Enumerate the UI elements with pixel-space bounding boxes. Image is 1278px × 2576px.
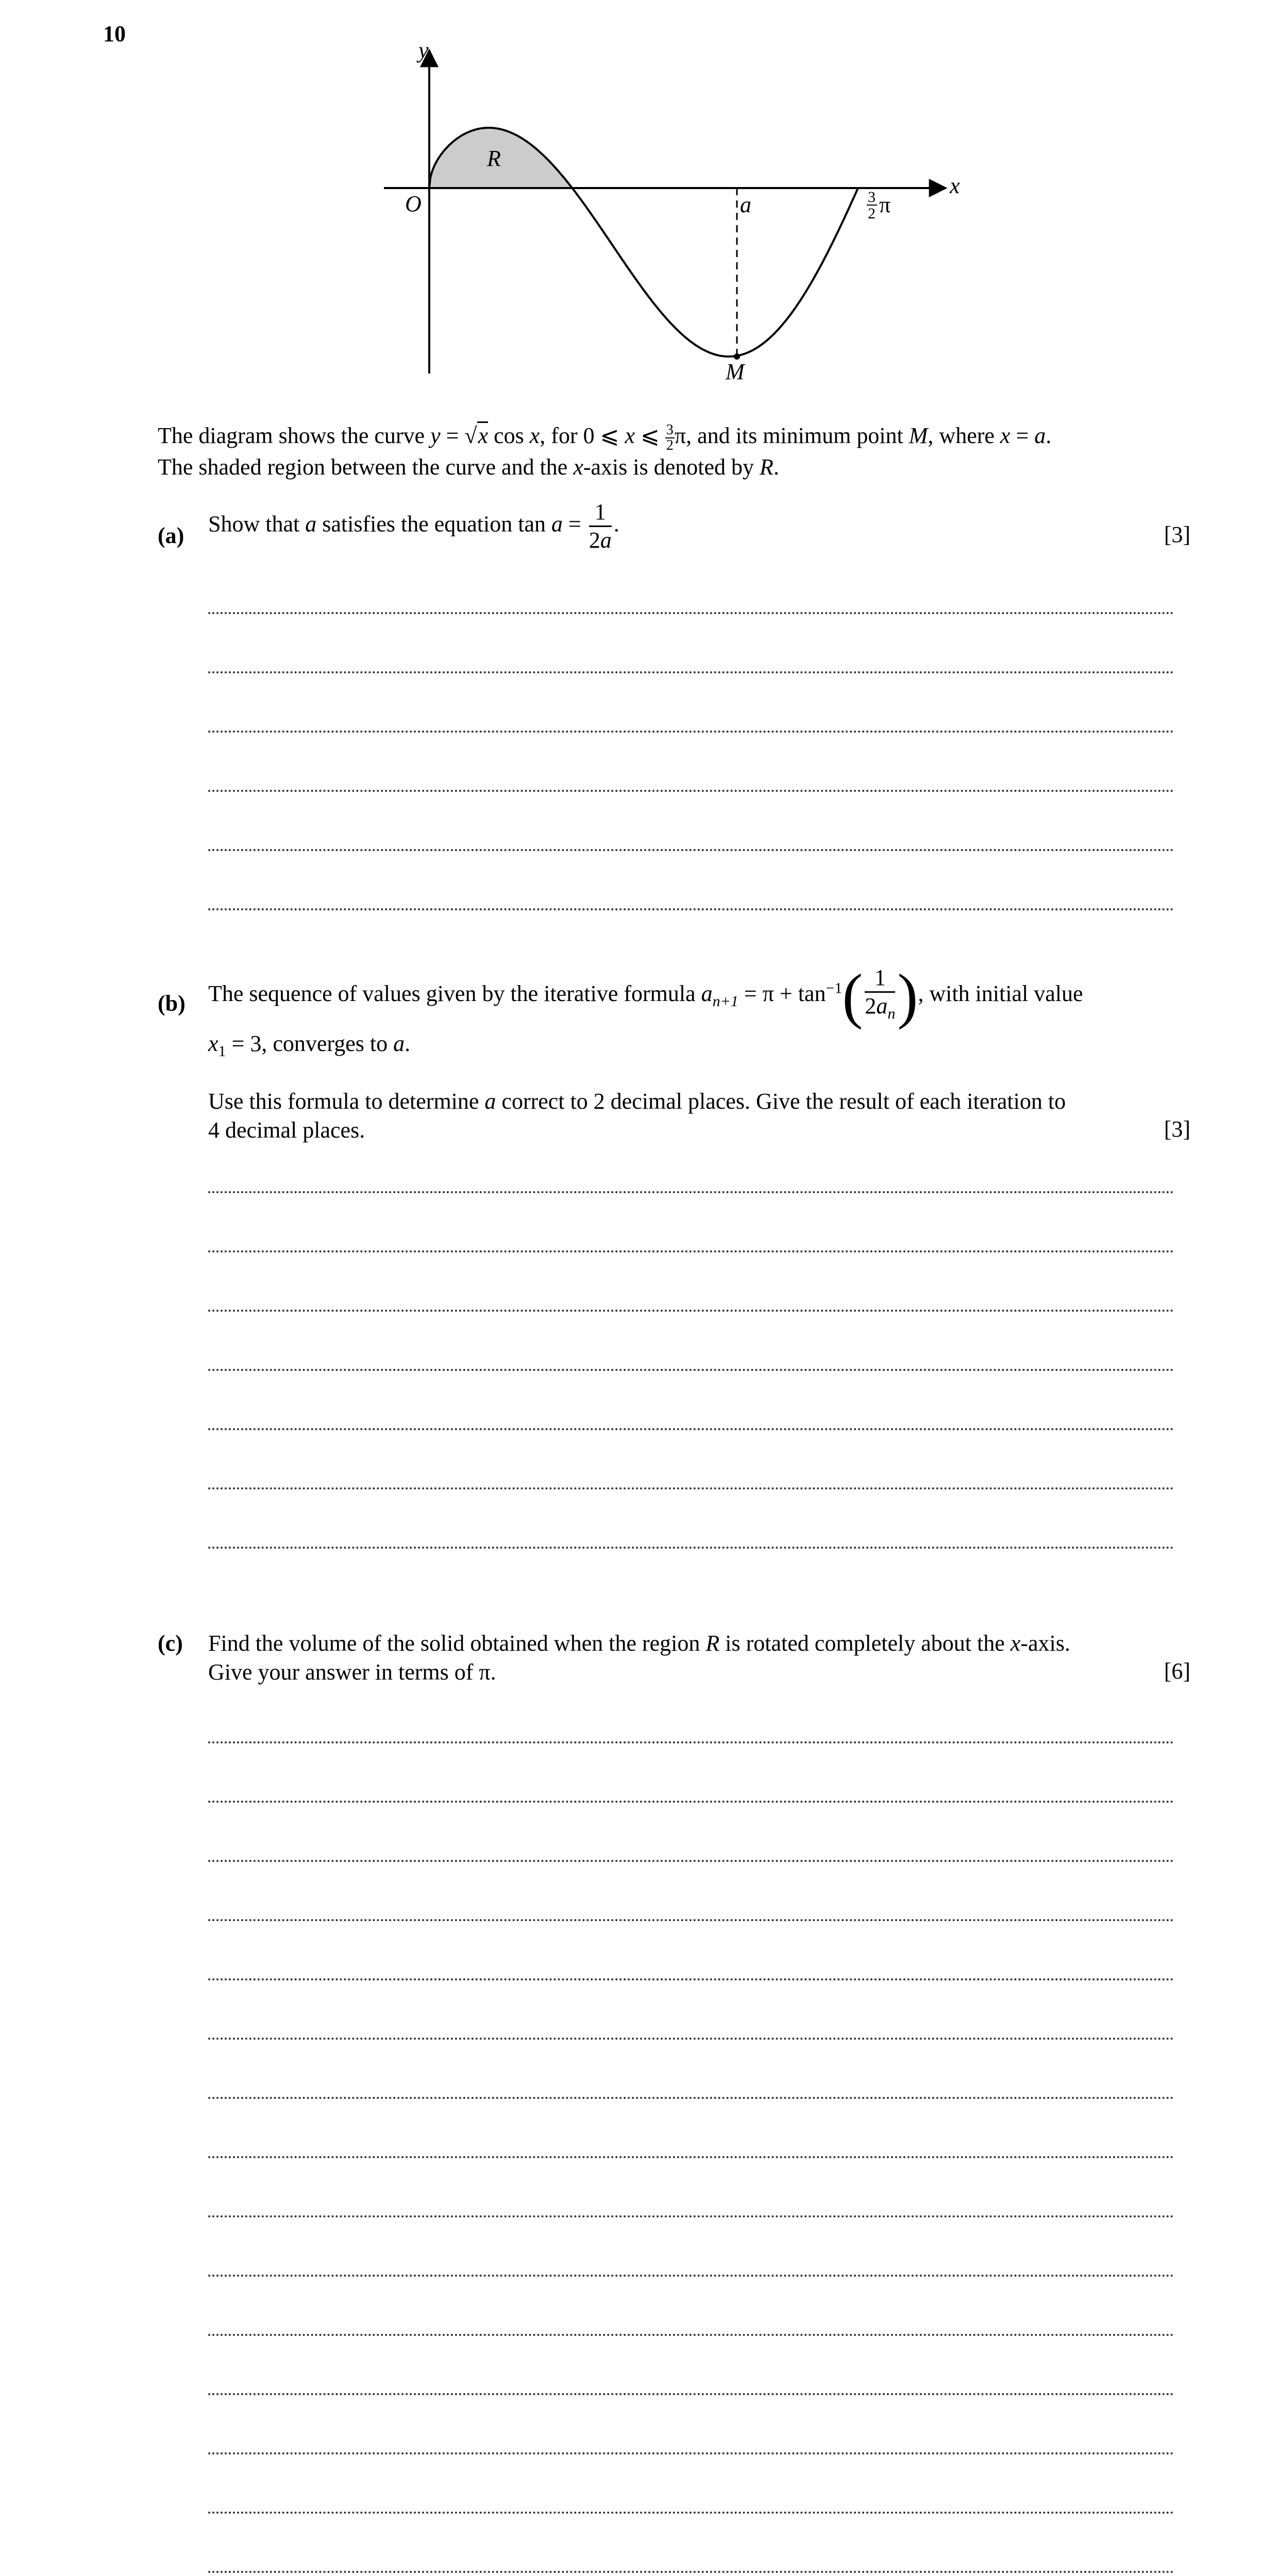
var-x: x (529, 423, 540, 448)
var-a: a (484, 1089, 496, 1114)
intro-text-part: cos (488, 423, 530, 448)
answer-line[interactable] (208, 1919, 1174, 1921)
answer-line[interactable] (208, 1369, 1174, 1371)
intro-text-part: π, and its minimum point (674, 423, 909, 448)
var-x: x (573, 454, 583, 480)
part-b-text: = π + tan (738, 981, 826, 1006)
part-b-question-line-1 (208, 961, 1083, 1030)
part-c-line-1 (208, 1629, 1182, 1658)
subscript-n: n (887, 1005, 896, 1022)
answer-line[interactable] (208, 1428, 1174, 1430)
intro-text-part: = (1010, 423, 1035, 448)
var-a: a (876, 993, 888, 1019)
fraction-denominator: 2 (666, 437, 674, 453)
answer-line[interactable] (208, 1547, 1174, 1549)
answer-line[interactable] (208, 1487, 1174, 1489)
intro-line-1 (158, 421, 1193, 453)
left-paren: ( (842, 961, 863, 1030)
part-b-instructions-line-1 (208, 1087, 1182, 1116)
intro-text-part: . (1046, 423, 1052, 448)
part-c-label: (c) (158, 1631, 183, 1656)
answer-line[interactable] (208, 1801, 1174, 1803)
part-c-marks: [6] (1164, 1658, 1190, 1684)
intro-text-part: , for 0 ⩽ (540, 423, 625, 448)
part-c-question (208, 1629, 1182, 1687)
end-label-pi: π (879, 192, 891, 217)
part-a-text: satisfies the equation tan (316, 511, 552, 537)
var-a: a (1034, 423, 1046, 448)
fraction-numerator: 3 (666, 421, 674, 438)
part-a-text: Show that (208, 511, 306, 537)
var-a: a (393, 1031, 405, 1056)
part-c-line-2: Give your answer in terms of π. (208, 1659, 496, 1685)
answer-line[interactable] (208, 731, 1174, 733)
answer-line[interactable] (208, 612, 1174, 614)
part-c-text: is rotated completely about the (719, 1631, 1011, 1656)
part-c-text: -axis. (1020, 1631, 1070, 1656)
answer-line[interactable] (208, 1978, 1174, 1980)
answer-line[interactable] (208, 1741, 1174, 1743)
var-a: a (551, 511, 563, 537)
answer-line[interactable] (208, 2097, 1174, 2099)
answer-line[interactable] (208, 2215, 1174, 2217)
answer-line[interactable] (208, 1191, 1174, 1193)
right-paren: ) (897, 961, 918, 1030)
fraction-three-halves (665, 423, 675, 453)
end-label-numerator: 3 (868, 189, 876, 206)
answer-line[interactable] (208, 1310, 1174, 1312)
part-b-text: Use this formula to determine (208, 1089, 485, 1114)
part-b-instructions-line-2: 4 decimal places. (208, 1117, 365, 1143)
origin-label: O (405, 191, 422, 216)
part-b-text: = 3, converges to (226, 1031, 394, 1056)
answer-line[interactable] (208, 2571, 1174, 2573)
answer-line[interactable] (208, 1250, 1174, 1252)
subscript-1: 1 (218, 1042, 226, 1060)
answer-line[interactable] (208, 1860, 1174, 1862)
answer-line[interactable] (208, 2452, 1174, 2454)
var-x: x (477, 421, 489, 448)
m-label: M (726, 359, 745, 384)
var-r: R (705, 1631, 720, 1656)
region-label: R (487, 146, 501, 171)
answer-line[interactable] (208, 908, 1174, 910)
fraction-numerator: 1 (865, 964, 895, 993)
part-a-text: . (613, 511, 619, 537)
x-axis-label: x (950, 173, 960, 198)
answer-line[interactable] (208, 2156, 1174, 2158)
part-b-label: (b) (158, 991, 186, 1016)
var-y: y (430, 423, 441, 448)
question-number: 10 (103, 21, 126, 46)
intro-text-part: . (773, 454, 779, 480)
sqrt-sign: √ (464, 423, 477, 448)
answer-line[interactable] (208, 2512, 1174, 2514)
part-b-question-line-2 (208, 1029, 410, 1066)
var-x: x (1010, 1631, 1021, 1656)
a-label: a (740, 192, 751, 217)
var-x: x (625, 423, 635, 448)
part-a-marks: [3] (1164, 522, 1190, 547)
intro-text-part: ⩽ (635, 423, 665, 448)
fraction-denominator (589, 527, 612, 554)
part-a-question (208, 499, 619, 554)
answer-line[interactable] (208, 790, 1174, 792)
answer-line[interactable] (208, 2038, 1174, 2040)
intro-text-part: The diagram shows the curve (158, 423, 431, 448)
curve-diagram (0, 0, 1278, 392)
var-a: a (701, 981, 713, 1006)
answer-line[interactable] (208, 849, 1174, 851)
var-m: M (909, 423, 928, 448)
intro-text-part: -axis is denoted by (583, 454, 760, 480)
intro-text-part: , where (928, 423, 1000, 448)
denominator-coefficient: 2 (588, 528, 600, 553)
intro-text (158, 421, 1193, 482)
intro-line-2 (158, 453, 1193, 482)
part-c-text: Find the volume of the solid obtained when the region (208, 1631, 706, 1656)
var-a: a (600, 528, 612, 553)
var-x: x (1000, 423, 1011, 448)
answer-line[interactable] (208, 2275, 1174, 2277)
part-b-text: . (405, 1031, 411, 1056)
answer-line[interactable] (208, 671, 1174, 673)
part-b-marks: [3] (1164, 1116, 1190, 1142)
part-b-text: , with initial value (918, 981, 1083, 1006)
subscript-n-plus-1: n+1 (712, 992, 738, 1010)
y-axis-label: y (418, 38, 429, 63)
part-b-instructions (208, 1087, 1182, 1145)
part-a-label: (a) (158, 523, 184, 548)
part-b-text: correct to 2 decimal places. Give the result of each iteration to (496, 1089, 1066, 1114)
fraction-denominator (865, 993, 895, 1027)
intro-text-part: The shaded region between the curve and the (158, 454, 574, 480)
denominator-coefficient: 2 (865, 993, 877, 1019)
var-a: a (305, 511, 317, 537)
fraction-one-over-2an (865, 964, 895, 1027)
part-b-text: The sequence of values given by the iterative formula (208, 981, 701, 1006)
fraction-numerator: 1 (589, 499, 612, 527)
superscript-minus-1: −1 (826, 979, 843, 997)
end-label-denominator: 2 (868, 205, 876, 222)
fraction-one-over-2a (589, 499, 612, 554)
answer-line[interactable] (208, 2334, 1174, 2336)
part-a-text: = (563, 511, 587, 537)
answer-line[interactable] (208, 2393, 1174, 2395)
var-r: R (760, 454, 773, 480)
intro-text-part: = (440, 423, 465, 448)
var-x: x (208, 1031, 218, 1056)
